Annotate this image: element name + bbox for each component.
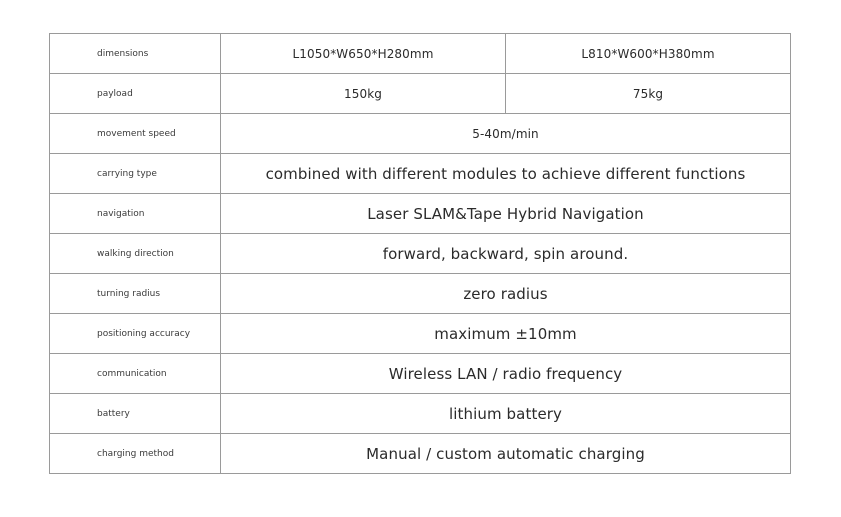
spec-label: turning radius <box>50 274 221 314</box>
spec-value-model-1: 150kg <box>221 74 506 114</box>
spec-row-payload <box>50 74 791 114</box>
spec-label: charging method <box>50 434 221 474</box>
spec-row-charging-method <box>50 434 791 474</box>
spec-label: walking direction <box>50 234 221 274</box>
spec-value: Manual / custom automatic charging <box>221 434 791 474</box>
spec-value: Wireless LAN / radio frequency <box>221 354 791 394</box>
spec-row-walking-direction <box>50 234 791 274</box>
spec-label: battery <box>50 394 221 434</box>
spec-row-dimensions <box>50 34 791 74</box>
spec-table <box>49 33 791 474</box>
spec-row-navigation <box>50 194 791 234</box>
spec-label: payload <box>50 74 221 114</box>
spec-label: positioning accuracy <box>50 314 221 354</box>
spec-value: combined with different modules to achieve different functions <box>221 154 791 194</box>
spec-value: forward, backward, spin around. <box>221 234 791 274</box>
spec-row-turning-radius <box>50 274 791 314</box>
spec-row-battery <box>50 394 791 434</box>
spec-label: communication <box>50 354 221 394</box>
spec-value-model-2: L810*W600*H380mm <box>506 34 791 74</box>
spec-value-model-2: 75kg <box>506 74 791 114</box>
spec-value: 5-40m/min <box>221 114 791 154</box>
spec-label: dimensions <box>50 34 221 74</box>
spec-label: movement speed <box>50 114 221 154</box>
spec-value-model-1: L1050*W650*H280mm <box>221 34 506 74</box>
spec-label: navigation <box>50 194 221 234</box>
spec-value: Laser SLAM&Tape Hybrid Navigation <box>221 194 791 234</box>
spec-row-positioning-accuracy <box>50 314 791 354</box>
spec-value: lithium battery <box>221 394 791 434</box>
spec-row-carrying-type <box>50 154 791 194</box>
spec-label: carrying type <box>50 154 221 194</box>
spec-row-movement-speed <box>50 114 791 154</box>
spec-value: maximum ±10mm <box>221 314 791 354</box>
spec-row-communication <box>50 354 791 394</box>
spec-value: zero radius <box>221 274 791 314</box>
